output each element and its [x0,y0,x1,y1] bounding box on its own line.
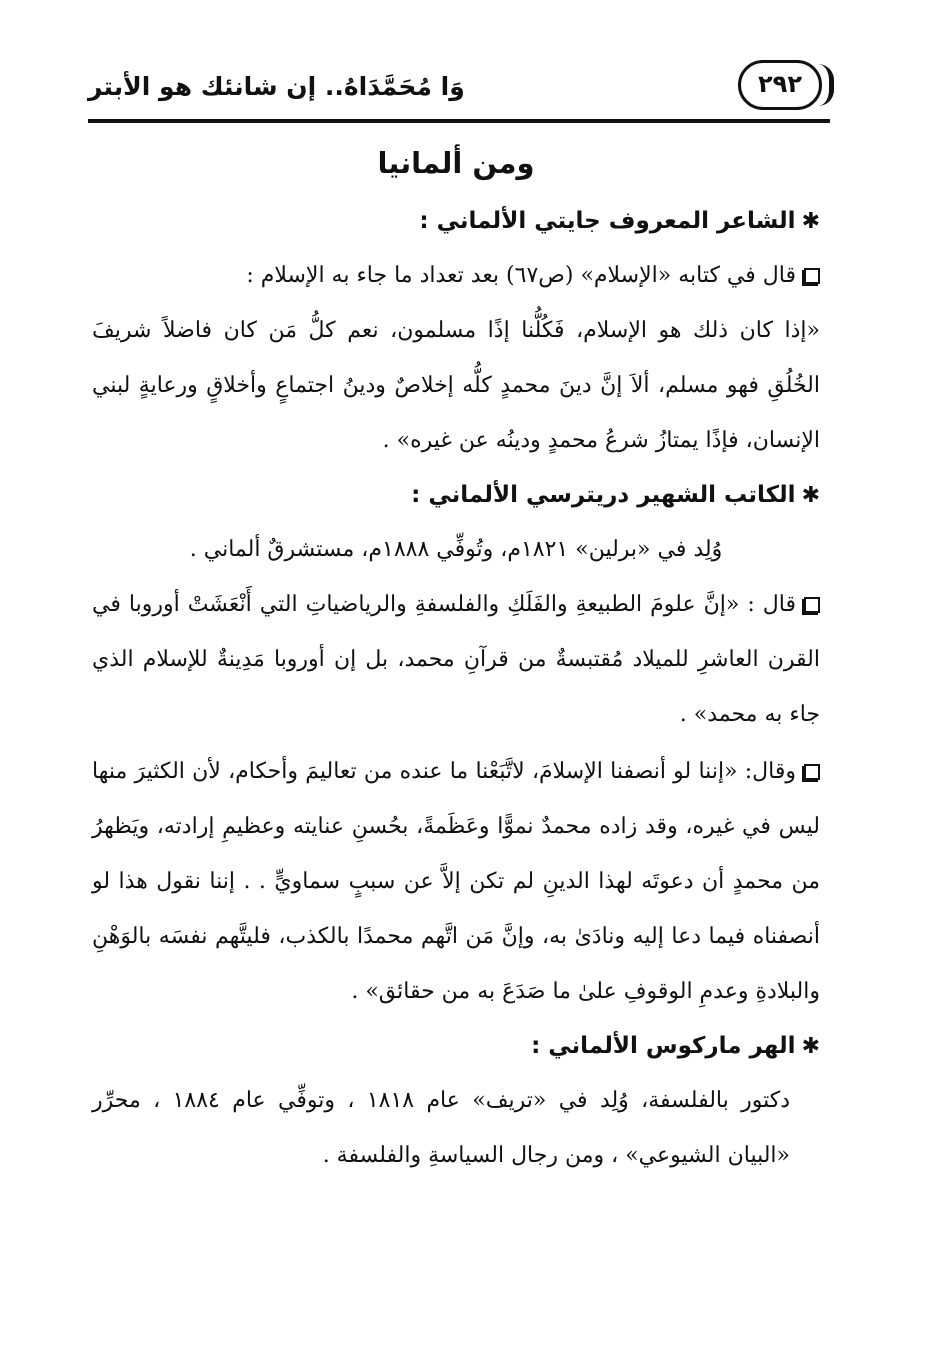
asterisk-icon: ✱ [801,1034,820,1059]
paragraph-text: وقال: «إننا لو أنصفنا الإسلامَ، لاتَّبَعْنا ما عنده من تعاليمَ وأحكام، لأن الكثيرَ منها ليس في غيره، وقد زاده محمدٌ نموًّا وعَظَمةً، بحُسنِ عنايته وعظيمِ إرادته، ويَظهرُ من محمدٍ أن دعوتَه لهذا الدينِ لم تكن إلاَّ عن سببٍ سماويٍّ . . إننا نقول هذا لو أنصفناه فيما دعا إليه ونادَىٰ به، وإنَّ مَن اتَّهم محمدًا بالكذب، فليتَّهم نفسَه بالوَهْنِ والبلادةِ وعدمِ الوقوفِ علىٰ ما صَدَعَ به من حقائق» . [92,759,820,1004]
quote-intro [92,248,820,303]
page-header [88,58,830,122]
entry-heading-marx [92,1019,820,1073]
page-body [92,132,820,1183]
page-number: ٢٩٢ [758,70,802,98]
box-bullet-icon [804,597,820,613]
paragraph-text: قال في كتابه «الإسلام» (ص٦٧) بعد تعداد ما جاء به الإسلام : [246,263,796,288]
asterisk-icon: ✱ [801,209,820,234]
box-bullet-icon [804,268,820,284]
quote-paragraph [92,744,820,1019]
entry-heading-text: الكاتب الشهير دريترسي الألماني : [411,482,796,508]
running-title: وَا مُحَمَّدَاهُ.. إن شانئك هو الأبتر [88,72,465,101]
entry-heading-goethe [92,194,820,248]
entry-heading-text: الهر ماركوس الألماني : [531,1033,796,1059]
biography-line: وُلِد في «برلين» ١٨٢١م، وتُوفِّي ١٨٨٨م، مستشرقٌ ألماني . [189,537,723,562]
box-bullet-icon [804,764,820,780]
entry-heading-dieterici [92,468,820,522]
quote-paragraph [92,577,820,742]
page-number-badge [738,60,822,110]
paragraph-text: قال : «إنَّ علومَ الطبيعةِ والفَلَكِ والفلسفةِ والرياضياتِ التي أَنْعَشَتْ أوروبا في القرن العاشرِ للميلاد مُقتبسةٌ من قرآنِ محمد، بل إن أوروبا مَدِينةٌ للإسلام الذي جاء به محمد» . [92,592,820,727]
entry-heading-text: الشاعر المعروف جايتي الألماني : [419,208,796,234]
quote-paragraph: «إذا كان ذلك هو الإسلام، فَكُلُّنا إذًا مسلمون، نعم كلُّ مَن كان فاضلاً شريفَ الخُلُقِ فهو مسلم، ألاَ إنَّ دينَ محمدٍ كلُّه إخلاصٌ ودينُ اجتماعٍ وأخلاقٍ ورعايةٍ لبني الإنسان، فإذًا يمتازُ شرعُ محمدٍ ودينُه عن غيره» . [92,318,820,453]
biography-paragraph: دكتور بالفلسفة، وُلِد في «تريف» عام ١٨١٨ ، وتوفِّي عام ١٨٨٤ ، محرِّر «البيان الشيوعي» ، ومن رجال السياسةِ والفلسفة . [92,1088,790,1168]
header-divider [88,119,830,123]
asterisk-icon: ✱ [801,483,820,508]
section-title: ومن ألمانيا [377,146,535,180]
page-number-ornament [818,64,834,106]
